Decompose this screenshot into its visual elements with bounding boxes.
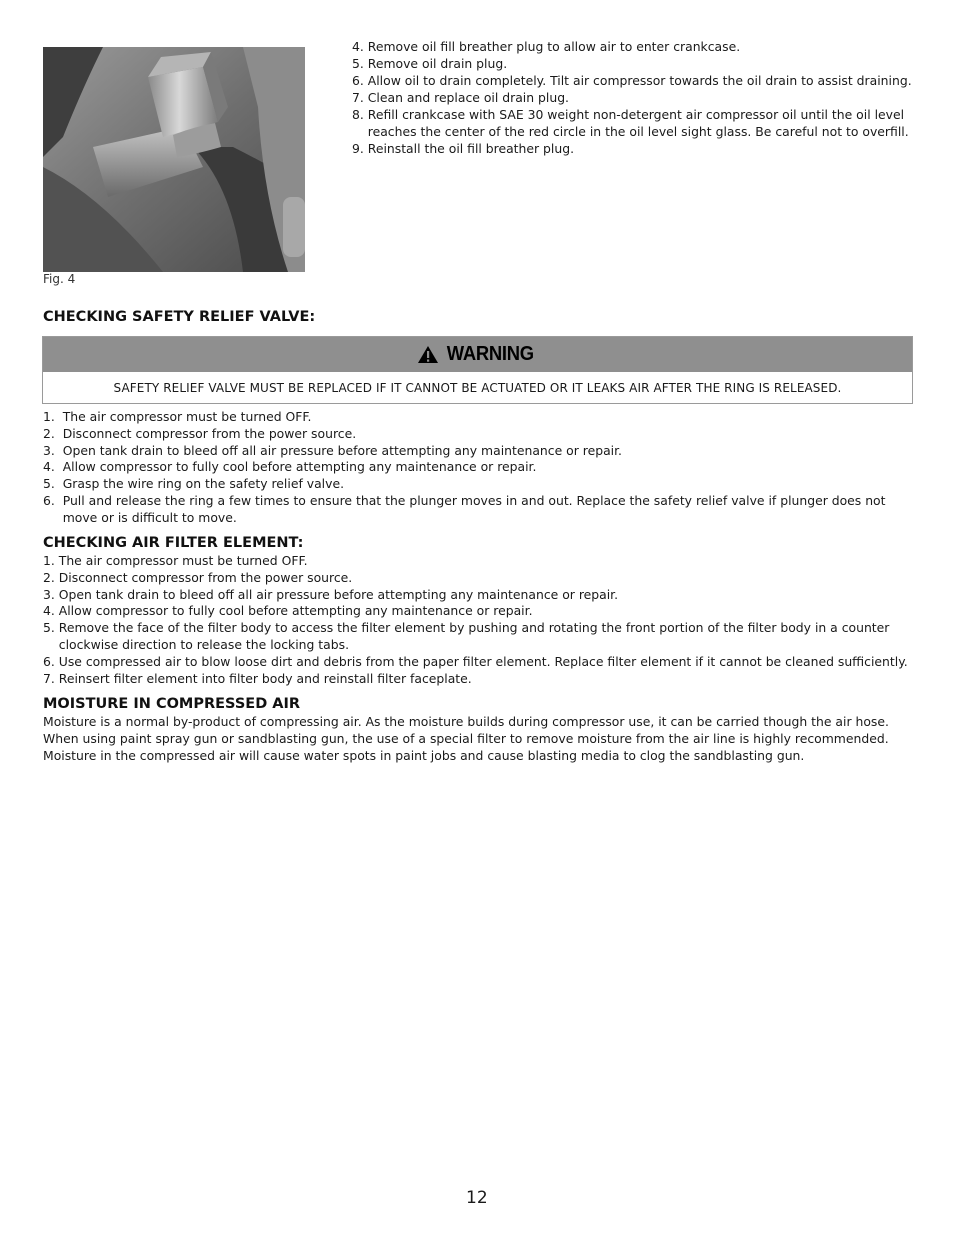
- list-item: 9. Reinstall the oil fill breather plug.: [352, 141, 575, 156]
- list-item: 5. Remove the face of the filter body to access the filter element by pushing and rotating the front portion of the filter body in a counter clockwise direction to release the locking tabs.: [43, 620, 890, 652]
- air-filter-steps: [43, 553, 913, 687]
- warning-text: SAFETY RELIEF VALVE MUST BE REPLACED IF IT CANNOT BE ACTUATED OR IT LEAKS AIR AFTER THE RING IS RELEASED.: [113, 380, 842, 395]
- warning-header: [43, 337, 912, 372]
- figure-caption: Fig. 4: [43, 272, 76, 286]
- list-item: 4. Allow compressor to fully cool before attempting any maintenance or repair.: [43, 603, 533, 619]
- list-item: 2. Disconnect compressor from the power source.: [43, 569, 353, 585]
- list-item: 7. Reinsert filter element into filter body and reinstall filter faceplate.: [43, 670, 472, 686]
- moisture-heading: MOISTURE IN COMPRESSED AIR: [43, 696, 301, 712]
- moisture-paragraph: Moisture is a normal by-product of compressing air. As the moisture builds during compressor use, it can be carried though the air hose. When using paint spray gun or sandblasting gun, the use of a special filter to remove moisture from the air line is highly recommended. Moisture in the compressed air will cause water spots in paint jobs and cause blasting media to clog the sandblasting gun.: [43, 714, 889, 763]
- list-item: 1. The air compressor must be turned OFF.: [43, 553, 308, 568]
- list-item: 3. Open tank drain to bleed off all air pressure before attempting any maintenance or repair.: [43, 586, 619, 602]
- relief-valve-heading: CHECKING SAFETY RELIEF VALVE:: [43, 309, 316, 325]
- warning-title: WARNING: [447, 343, 534, 365]
- list-item: 6. Allow oil to drain completely. Tilt air compressor towards the oil drain to assist draining.: [352, 73, 912, 88]
- list-item: 8. Refill crankcase with SAE 30 weight non-detergent air compressor oil until the oil level reaches the center of the red circle in the oil level sight glass. Be careful not to overfill.: [352, 107, 909, 139]
- air-filter-heading: CHECKING AIR FILTER ELEMENT:: [43, 535, 304, 551]
- relief-valve-steps: [43, 409, 913, 527]
- page-number: 12: [466, 1188, 488, 1208]
- oil-change-steps: [352, 38, 912, 157]
- list-item: 7. Clean and replace oil drain plug.: [352, 90, 569, 105]
- list-item: 4. Allow compressor to fully cool before attempting any maintenance or repair.: [43, 459, 537, 475]
- list-item: 1. The air compressor must be turned OFF.: [43, 409, 312, 424]
- oil-drain-plug-photo: [43, 47, 305, 272]
- list-item: 4. Remove oil fill breather plug to allow air to enter crankcase.: [352, 39, 741, 54]
- list-item: 5. Remove oil drain plug.: [352, 56, 508, 71]
- warning-box: [42, 336, 913, 404]
- list-item: 6. Pull and release the ring a few times to ensure that the plunger moves in and out. Replace the safety relief valve if plunger does not move or is difficult to move.: [43, 492, 886, 525]
- warning-triangle-icon: [417, 345, 439, 364]
- list-item: 5. Grasp the wire ring on the safety relief valve.: [43, 476, 345, 492]
- list-item: 3. Open tank drain to bleed off all air pressure before attempting any maintenance or repair.: [43, 442, 622, 458]
- list-item: 6. Use compressed air to blow loose dirt and debris from the paper filter element. Replace filter element if it cannot be cleaned sufficiently.: [43, 653, 908, 669]
- list-item: 2. Disconnect compressor from the power source.: [43, 425, 357, 441]
